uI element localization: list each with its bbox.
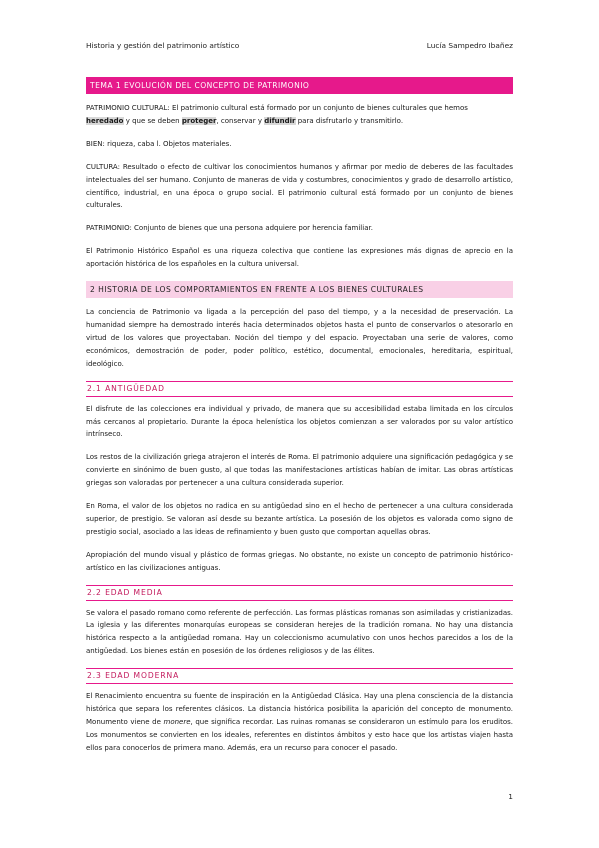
text-segment: para disfrutarlo y transmitirlo. [295,116,404,125]
text-segment: , conservar y [216,116,265,125]
text-segment: PATRIMONIO CULTURAL: El patrimonio cultural está formado por un conjunto de bienes culturales que hemos [86,104,468,112]
paragraph-edad-moderna [86,690,513,755]
paragraph-antiguedad-1: El disfrute de las colecciones era individual y privado, de manera que su accesibilidad estaba limitada en los círculos más cercanos al propietario. Durante la época helenística los objetos comienzan a ser valorados por su valor artístico intrínseco. [86,404,513,439]
page-content [86,77,513,765]
text-segment: y que se deben [123,116,182,125]
section-heading-historia: 2 HISTORIA DE LOS COMPORTAMIENTOS EN FRENTE A LOS BIENES CULTURALES [86,281,513,298]
highlight-proteger: proteger [181,116,217,125]
section-heading-tema-1: TEMA 1 EVOLUCIÓN DEL CONCEPTO DE PATRIMONIO [86,77,513,94]
paragraph-cultura: CULTURA: Resultado o efecto de cultivar los conocimientos humanos y afirmar por medio de deberes de las facultades intelectuales del ser humano. Conjunto de maneras de vida y costumbres, conocimientos y grado de desarrollo artístico, científico, industrial, en una época o grupo social. El patrimonio cultural está formado por un conjunto de bienes culturales. [86,162,513,210]
paragraph-bien: BIEN: riqueza, caba l. Objetos materiales. [86,139,232,148]
paragraph-patrimonio-historico: El Patrimonio Histórico Español es una riqueza colectiva que contiene las expresiones más dignas de aprecio en la aportación histórica de los españoles en la cultura universal. [86,247,513,269]
text-segment: , que significa recordar. Las ruinas romanas se consideraron un estímulo para los eruditos. Los monumentos se convierten en los ideales, referentes en distintos ámbitos y esto hace que los artistas viajen hasta ellos para conocerlos de primera mano. Además, era un recurso para conocer el pasado. [86,718,513,752]
paragraph-conciencia-patrimonio: La conciencia de Patrimonio va ligada a la percepción del paso del tiempo, y a la necesidad de preservación. La humanidad siempre ha demostrado interés hacia determinados objetos hasta el punto de conservarlos o atesorarlo en virtud de los valores que proyectaban. Noción del tiempo y del espacio. Proyectaban una serie de valores, como económicos, demostración de poder, poder político, estético, documental, emocionales, hereditaria, espiritual, ideológico. [86,308,513,368]
paragraph-edad-media: Se valora el pasado romano como referente de perfección. Las formas plásticas romanas son asimiladas y cristianizadas. La iglesia y las diferentes monarquías europeas se consideran herejes de la tradición romana. No hay una distancia histórica respecto a la antigüedad romana. Hay un coleccionismo acumulativo con unos hechos parecidos a los de la antigüedad. Los bienes están en posesión de los órdenes religiosos y de las élites. [86,608,513,656]
subsection-heading-antiguedad: 2.1 ANTIGÜEDAD [86,381,513,397]
page-number: 1 [508,792,513,801]
paragraph-antiguedad-3: En Roma, el valor de los objetos no radica en su antigüedad sino en el hecho de pertenecer a una cultura considerada superior, de prestigio. Se valoran así desde su bezante artística. La posesión de los objetos es valorada como signo de prestigio social, asociado a las ideas de refinamiento y buen gusto que comportan aquellas obras. [86,502,513,536]
header-course-title: Historia y gestión del patrimonio artístico [86,41,240,50]
emphasis-monere: monere [163,718,191,726]
paragraph-patrimonio-cultural [86,102,513,128]
paragraph-antiguedad-2: Los restos de la civilización griega atrajeron el interés de Roma. El patrimonio adquiere una significación pedagógica y se convierte en sinónimo de buen gusto, al que todas las manifestaciones artísticas habían de imitar. Las obras artísticas griegas son valoradas por pertenecer a una cultura considerada superior. [86,453,513,488]
subsection-heading-edad-moderna: 2.3 EDAD MODERNA [86,668,513,684]
header-author: Lucía Sampedro Ibañez [426,41,513,50]
subsection-heading-edad-media: 2.2 EDAD MEDIA [86,585,513,601]
highlight-heredado: heredado [86,116,124,125]
paragraph-antiguedad-4: Apropiación del mundo visual y plástico de formas griegas. No obstante, no existe un concepto de patrimonio histórico-artístico en las civilizaciones antiguas. [86,550,513,572]
highlight-difundir: difundir [264,116,296,125]
paragraph-patrimonio: PATRIMONIO: Conjunto de bienes que una persona adquiere por herencia familiar. [86,224,373,233]
text-segment: El Renacimiento encuentra su fuente de inspiración en la Antigüedad Clásica. Hay una plena consciencia de la distancia histórica que separa los referentes clásicos. La distancia histórica posibilita la aparición del concepto de monumento. Monumento viene de [86,692,513,726]
